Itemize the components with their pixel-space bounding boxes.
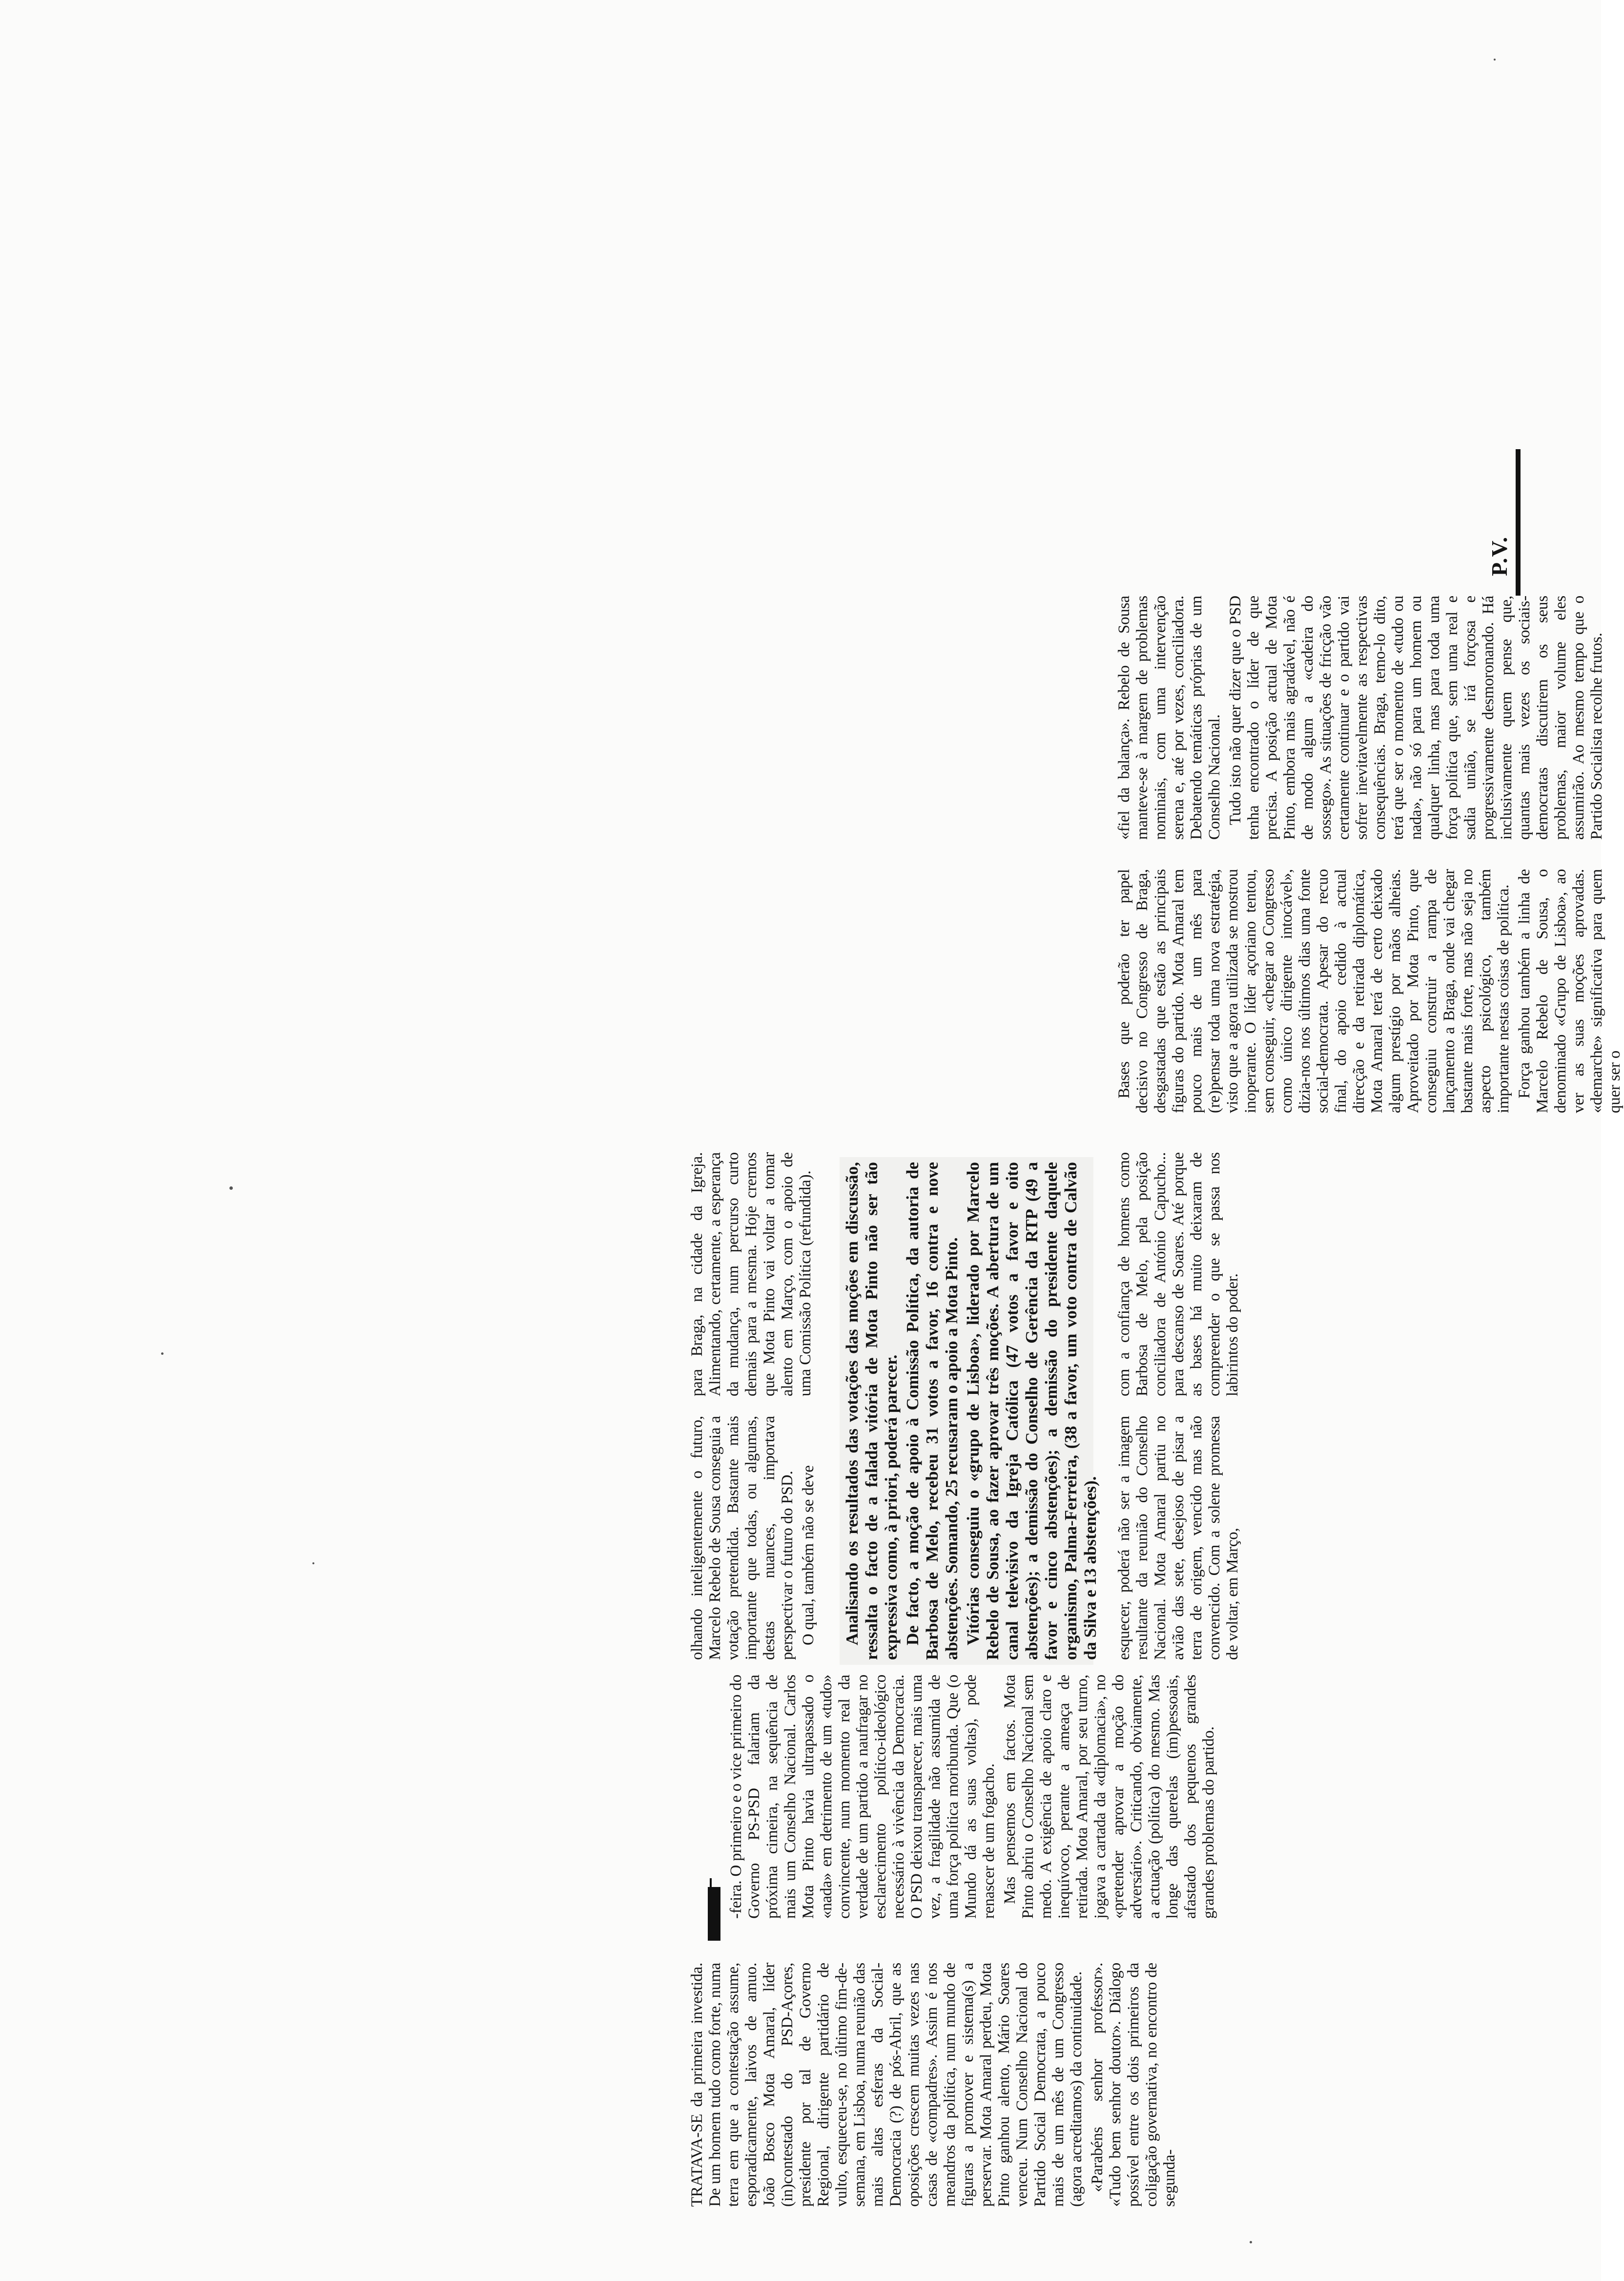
column-marker-bar — [708, 1887, 720, 1941]
article-column-6 — [1115, 596, 1605, 840]
paragraph: «fiel da balança». Rebelo de Sousa manteve-se à margem de problemas nominais, com uma intervenção serena e, até por vezes, conciliadora. Debatendo temáticas próprias de um Conselho Nacional. — [1115, 596, 1223, 840]
paragraph: com a confiança de homens como Barbosa de Melo, pela posição conciliadora de António Capucho... para descanso de Soares. Até porque as bases há muito deixaram de compreender o que se passa nos labirintos do poder. — [1115, 1152, 1241, 1396]
scan-speck — [1494, 59, 1496, 61]
paragraph: olhando inteligentemente o futuro, Marcelo Rebelo de Sousa conseguia a votação pretendida. Bastante mais importante que todas, ou algumas, destas nuances, importava perspectivar o futuro do PSD. — [688, 1416, 796, 1660]
rotated-article — [674, 156, 1624, 2207]
article-column-4-top — [688, 1152, 835, 1396]
article-bottom-row — [1115, 156, 1624, 2207]
scan-speck — [229, 1186, 233, 1190]
column-marker-tick — [710, 1878, 712, 1887]
end-rule — [1516, 449, 1521, 596]
paragraph: O qual, também não se deve — [800, 1465, 817, 1645]
box-paragraph: Analisando os resultados das votações das moções em discussão, ressalta o facto de a falada vitória de Mota Pinto não ser tão expressiva como, à priori, poderá parecer. — [843, 1162, 901, 1660]
paragraph: para Braga, na cidade da Igreja. Alimentando, certamente, a esperança da mudança, num percurso curto demais para a mesma. Hoje cremos que Mota Pinto vai voltar a tomar alento em Março, com o apoio de uma Comissão Política (refundida). — [688, 1152, 814, 1396]
paragraph: Bases que poderão ter papel decisivo no Congresso de Braga, desgastadas que estão as principais figuras do partido. Mota Amaral tem pouco mais de um mês para (re)pensar toda uma nova estratégia, visto que a agora utilizada se mostrou inoperante. O líder açoriano tentou, sem conseguir, «chegar ao Congresso como único dirigente intocável», dizia-nos nos últimos dias uma fonte social-democrata. Apesar do recuo final, do apoio cedido à actual direcção e da retirada diplomática, Mota Amaral terá de certo deixado algum prestígio por mãos alheias. Aproveitado por Mota Pinto, que conseguiu construir a rampa de lançamento a Braga, onde vai chegar bastante mais forte, mas não seja no aspecto psicológico, também importante nestas coisas de política. — [1115, 869, 1512, 1113]
paragraph: esquecer, poderá não ser a imagem resultante da reunião do Conselho Nacional. Mota Amaral partiu no avião das sete, desejoso de pisar a terra de origem, vencido mas não convencido. Com a solene promessa de voltar, em Março, — [1115, 1416, 1241, 1660]
box-paragraph: Vitórias conseguiu o «grupo de Lisboa», liderado por Marcelo Rebelo de Sousa, ao fazer aprovar três moções. A abertura de um canal televisivo da Igreja Católica (47 votos a favor e oito abstenções); a demissão do Conselho de Gerência da RTP (49 a favor e cinco abstenções); a demissão do presidente daquele organismo, Palma-Ferreira, (38 a favor, um voto contra de Calvão da Silva e 13 abstenções). — [964, 1162, 1100, 1660]
article-column-1 — [688, 1963, 1178, 2207]
article-column-3-top — [688, 1416, 835, 1660]
author-signature: P.V. — [1487, 536, 1512, 576]
article-column-2 — [727, 1675, 1217, 1919]
article-column-3b — [1115, 1416, 1262, 1660]
article-column-5 — [1115, 869, 1624, 1113]
highlight-box — [840, 1157, 1100, 1665]
paragraph: «Parabéns senhor professor». «Tudo bem senhor doutor». Diálogo possível entre os dois primeiros da coligação governativa, no encontro de segunda- — [1089, 1963, 1178, 2207]
paragraph: TRATAVA-SE da primeira investida. De um homem tudo como forte, numa terra em que a contestação assume, esporadicamente, laivos de amuo. João Bosco Mota Amaral, líder (in)contestado do PSD-Açores, presidente por tal de Governo Regional, dirigente partidário de vulto, esqueceu-se, no último fim-de-semana, em Lisboa, numa reunião das mais altas esferas da Social-Democracia (?) de pós-Abril, que as oposições crescem muitas vezes nas casas de «compadres». Assim é nos meandros da política, num mundo de figuras a promover e sistema(s) a perservar. Mota Amaral perdeu, Mota Pinto ganhou alento, Mário Soares venceu. Num Conselho Nacional do Partido Social Democrata, a pouco mais de um mês de um Congresso (agora acreditamos) da continuidade. — [688, 1963, 1085, 2207]
scan-speck — [161, 1352, 164, 1355]
scan-speck — [1250, 2241, 1252, 2243]
article-column-4b — [1115, 1152, 1262, 1396]
paragraph: Força ganhou também a linha de Marcelo Rebelo de Sousa, o denominado «Grupo de Lisboa», ao ver as suas moções aprovadas. «demarche» significativa para quem quer ser o — [1516, 869, 1624, 1113]
paragraph: Mas pensemos em factos. Mota Pinto abriu o Conselho Nacional sem medo. A exigência de apoio claro e inequívoco, perante a ameaça de retirada. Mota Amaral, por seu turno, jogava a cartada da «diplomacia», no «pretender aprovar a moção do adversário». Criticando, obviamente, a actuação (política) do mesmo. Mas longe das querelas (im)pessoais, afastado dos pequenos grandes grandes problemas do partido. — [1001, 1675, 1217, 1919]
scan-speck — [312, 1562, 314, 1564]
paragraph: -feira. O primeiro e o vice primeiro do Governo PS-PSD falariam da próxima cimeira, na sequência de mais um Conselho Nacional. Carlos Mota Pinto havia ultrapassado o «nada» em detrimento de um «tudo» convincente, num momento real da verdade de um partido a naufragar no esclarecimento político-ideológico necessário à vivência da Democracia. O PSD deixou transparecer, mais uma vez, a fragilidade não assumida de uma força política moribunda. Que (o Mundo dá as suas voltas), pode renascer de um fogacho. — [727, 1675, 998, 1919]
box-paragraph: De facto, a moção de apoio à Comissão Política, da autoria de Barbosa de Melo, recebeu 31 votos a favor, 16 contra e nove abstenções. Somando, 25 recusaram o apoio a Mota Pinto. — [903, 1162, 961, 1660]
paragraph: Tudo isto não quer dizer que o PSD tenha encontrado o líder de que precisa. A posição actual de Mota Pinto, embora mais agradável, não é de modo algum a «cadeira do sossego». As situações de fricção vão certamente continuar e o partido vai sofrer inevitavelmente as respectivas consequências. Braga, temo-lo dito, terá que ser o momento de «tudo ou nada», não só para um homem ou qualquer linha, mas para toda uma força política que, sem uma real e sadia união, se irá forçosa e progressivamente desmoronando. Há inclusivamente quem pense que, quantas mais vezes os sociais-democratas discutirem os seus problemas, maior volume eles assumirão. Ao mesmo tempo que o Partido Socialista recolhe frutos. — [1227, 596, 1605, 840]
